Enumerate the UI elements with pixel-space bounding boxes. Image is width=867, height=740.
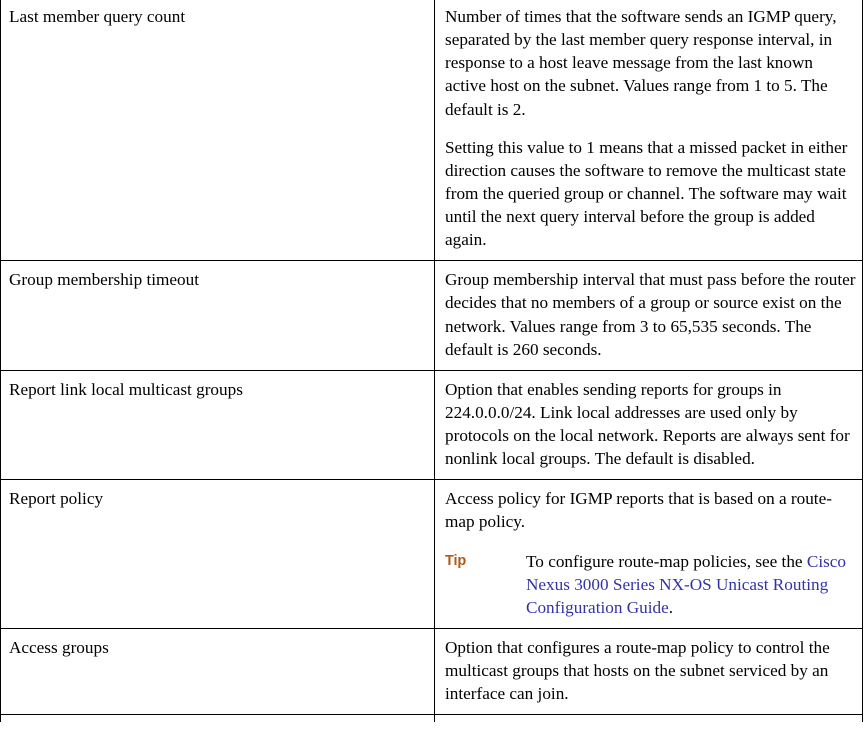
table-body <box>1 0 863 722</box>
term-cell <box>1 261 435 371</box>
description-cell <box>435 628 863 714</box>
description-cell <box>435 480 863 629</box>
table-row <box>1 261 863 371</box>
description-cell <box>435 715 863 723</box>
term-cell <box>1 370 435 480</box>
description-paragraph: Number of times that the software sends an IGMP query, separated by the last member query response interval, in response to a host leave message from the last known active host on the subnet. Values range from 1 to 5. The default is 2. <box>445 7 837 119</box>
table-row <box>1 628 863 714</box>
description-paragraph: Option that enables sending reports for groups in 224.0.0.0/24. Link local addresses are used only by protocols on the local network. Reports are always sent for nonlink local groups. The default is disabled. <box>445 379 850 469</box>
term-label: Access groups <box>9 637 109 657</box>
term-cell <box>1 715 435 723</box>
tip-label: Tip <box>445 552 467 569</box>
term-label: Report link local multicast groups <box>9 379 243 399</box>
tip-callout <box>445 550 856 619</box>
tip-lead-text: To configure route-map policies, see the <box>526 551 807 571</box>
tip-trailing-text: . <box>668 597 674 617</box>
table-row-partial <box>1 715 863 723</box>
description-cell <box>435 261 863 371</box>
table-row <box>1 480 863 629</box>
description-cell <box>435 370 863 480</box>
tip-body <box>526 550 856 619</box>
description-paragraph: Access policy for IGMP reports that is based on a route-map policy. <box>445 489 832 532</box>
term-label: Last member query count <box>9 7 186 26</box>
term-cell <box>1 628 435 714</box>
description-paragraph: Group membership interval that must pass before the router decides that no members of a group or source exist on the network. Values range from 3 to 65,535 seconds. The default is 260 seconds. <box>445 270 856 359</box>
term-label: Group membership timeout <box>9 270 199 290</box>
description-paragraph: Option that configures a route-map policy to control the multicast groups that hosts on the subnet serviced by an interface can join. <box>445 637 830 704</box>
unicast-routing-guide-link[interactable]: Cisco Nexus 3000 Series NX-OS Unicast Routing Configuration Guide <box>526 551 847 617</box>
description-paragraph: Setting this value to 1 means that a missed packet in either direction causes the software to remove the multicast state from the queried group or channel. The software may wait until the next query interval before the group is added again. <box>445 137 848 250</box>
term-cell <box>1 480 435 629</box>
term-label: Report policy <box>9 489 104 509</box>
table-row <box>1 0 863 261</box>
table-row <box>1 370 863 480</box>
term-cell <box>1 0 435 261</box>
description-cell <box>435 0 863 261</box>
